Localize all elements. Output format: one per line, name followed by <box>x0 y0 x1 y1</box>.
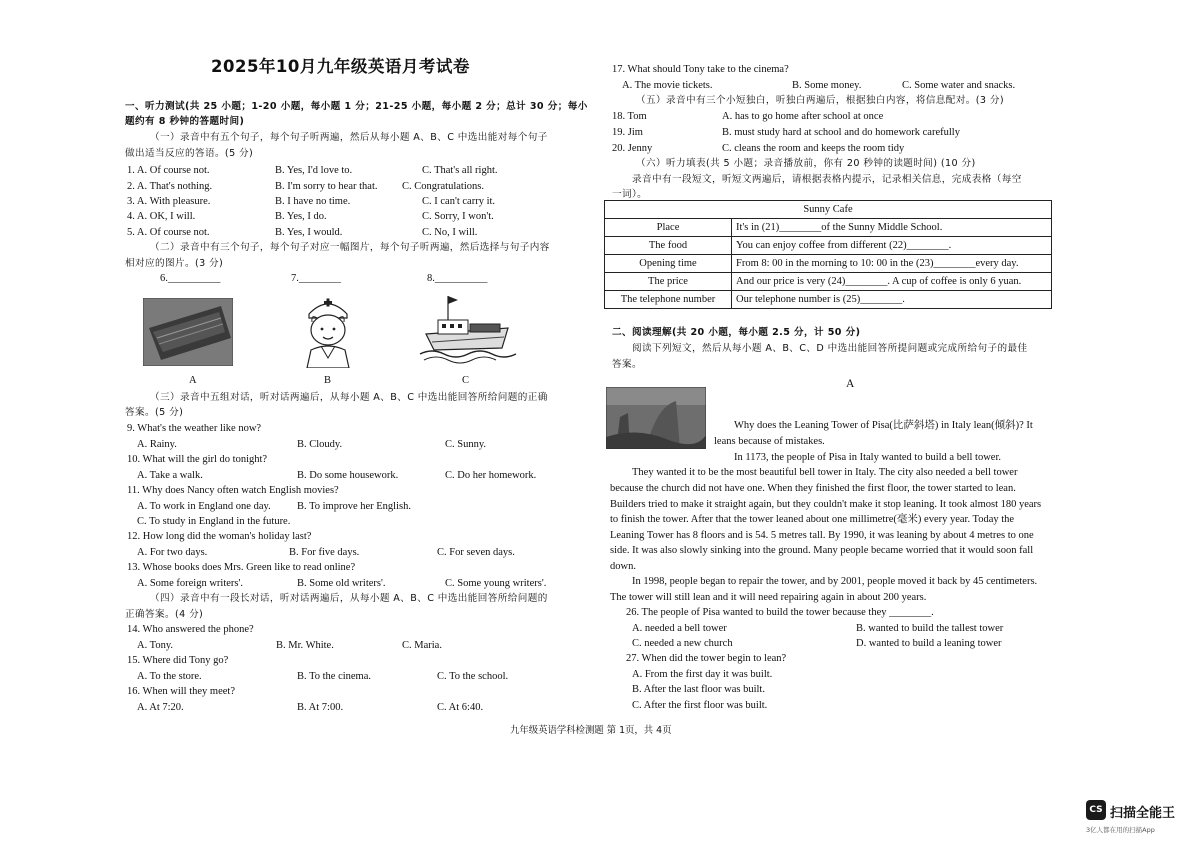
question-7-blank[interactable]: 7.________ <box>291 273 341 284</box>
table-row <box>605 219 1052 237</box>
part6-instruction: （六）听力填表(共 5 小题；录音播放前，你有 20 秒钟的读题时间) (10 分) <box>636 158 976 169</box>
option-b: B. Yes, I would. <box>275 227 343 238</box>
passage-line: because the church did not have one. When they finished the first floor, the tower started to lean. <box>610 483 1016 494</box>
table-row <box>605 255 1052 273</box>
question-26: 26. The people of Pisa wanted to build the tower because they ________. <box>626 607 934 618</box>
part2-instruction-cont: 相对应的图片。(3 分) <box>125 258 224 269</box>
option-a: A. For two days. <box>137 547 208 558</box>
table-row <box>605 237 1052 255</box>
passage-line: side. It was also slowly sinking into the ground. Many people became worried that it would soon fall <box>610 545 1034 556</box>
page-footer: 九年级英语学科检测题 第 1页，共 4页 <box>510 725 672 736</box>
part6-detail-cont: 一词）。 <box>612 189 648 200</box>
question-13: 13. Whose books does Mrs. Green like to read online? <box>127 562 356 573</box>
passage-line: They wanted it to be the most beautiful bell tower in Italy. The city also needed a bell tower <box>632 467 1018 478</box>
row-value[interactable]: It's in (21)________of the Sunny Middle School. <box>732 219 1052 237</box>
option-a: A. Tony. <box>137 640 174 651</box>
passage-line: Leaning Tower has 8 floors and is 54. 5 metres tall. By 1990, it was leaning by about 4 metres to one <box>610 530 1034 541</box>
passage-line: In 1173, the people of Pisa in Italy wanted to build a bell tower. <box>734 452 1002 463</box>
option-b: B. Yes, I'd love to. <box>275 165 353 176</box>
passage-line: Builders tried to make it straight again, but they couldn't make it stop leaning. It took almost 180 years <box>610 499 1042 510</box>
passage-line: down. <box>610 561 636 572</box>
option-a: A. Some foreign writers'. <box>137 578 243 589</box>
question-12: 12. How long did the woman's holiday last? <box>127 531 312 542</box>
question-6-blank[interactable]: 6.__________ <box>160 273 221 284</box>
section1-header-cont: 题约有 8 秒钟的答题时间) <box>125 116 245 127</box>
option-c: C. To the school. <box>437 671 509 682</box>
question-14: 14. Who answered the phone? <box>127 624 254 635</box>
passage-label: A <box>846 378 855 390</box>
part5-instruction: （五）录音中有三个小短独白，听独白两遍后，根据独白内容，将信息配对。(3 分) <box>636 95 1005 106</box>
passage-line: leans because of mistakes. <box>714 436 825 447</box>
picture-b-doctor <box>297 292 359 368</box>
row-label: Place <box>605 219 732 237</box>
picture-c-ship <box>418 290 518 366</box>
question-17: 17. What should Tony take to the cinema? <box>612 64 789 75</box>
option-c: C. needed a new church <box>632 638 733 649</box>
option-b: B. Some old writers'. <box>297 578 386 589</box>
table-row <box>605 291 1052 309</box>
row-value[interactable]: You can enjoy coffee from different (22)________. <box>732 237 1052 255</box>
row-label: The food <box>605 237 732 255</box>
picture-label-c: C <box>462 375 470 386</box>
option-a: A. To the store. <box>137 671 202 682</box>
option-a: 4. A. OK, I will. <box>127 211 196 222</box>
option-b: B. Some money. <box>792 80 862 91</box>
option-c: C. Sorry, I won't. <box>422 211 494 222</box>
match-18-name: 18. Tom <box>612 111 647 122</box>
row-value[interactable]: From 8: 00 in the morning to 10: 00 in the (23)________every day. <box>732 255 1052 273</box>
option-b: B. wanted to build the tallest tower <box>856 623 1004 634</box>
option-a: A. To work in England one day. <box>137 501 271 512</box>
option-b: B. To improve her English. <box>297 501 411 512</box>
option-d: D. wanted to build a leaning tower <box>856 638 1002 649</box>
option-b: B. Do some housework. <box>297 470 399 481</box>
part2-instruction: （二）录音中有三个句子，每个句子对应一幅图片，每个句子听两遍，然后选择与句子内容 <box>150 242 550 253</box>
option-a: 1. A. Of course not. <box>127 165 210 176</box>
table-row <box>605 273 1052 291</box>
question-15: 15. Where did Tony go? <box>127 655 229 666</box>
row-label: Opening time <box>605 255 732 273</box>
option-c: C. Do her homework. <box>445 470 537 481</box>
table-title: Sunny Cafe <box>605 201 1052 219</box>
question-27: 27. When did the tower begin to lean? <box>626 653 787 664</box>
option-a: 2. A. That's nothing. <box>127 181 213 192</box>
option-c: C. At 6:40. <box>437 702 484 713</box>
cs-brand: 扫描全能王 <box>1110 806 1176 821</box>
page-title: 2025年10月九年级英语月考试卷 <box>211 57 470 76</box>
option-b: B. After the last floor was built. <box>632 684 765 695</box>
option-c: C. Congratulations. <box>402 181 484 192</box>
match-20-name: 20. Jenny <box>612 143 653 154</box>
part1-instruction: （一）录音中有五个句子，每个句子听两遍，然后从每小题 A、B、C 中选出能对每个句子 <box>150 132 548 143</box>
question-16: 16. When will they meet? <box>127 686 235 697</box>
match-option-b: B. must study hard at school and do homework carefully <box>722 127 960 138</box>
row-value[interactable]: And our price is very (24)________. A cup of coffee is only 6 yuan. <box>732 273 1052 291</box>
option-b: B. Yes, I do. <box>275 211 327 222</box>
option-a: 5. A. Of course not. <box>127 227 210 238</box>
passage-line: In 1998, people began to repair the tower, and by 2001, people moved it back by 45 centimeters. <box>632 576 1038 587</box>
option-b: B. Mr. White. <box>276 640 334 651</box>
picture-label-b: B <box>324 375 332 386</box>
tower-photo <box>606 387 706 449</box>
option-c: C. I can't carry it. <box>422 196 496 207</box>
option-c: C. Some young writers'. <box>445 578 547 589</box>
section2-instruction: 阅读下列短文，然后从每小题 A、B、C、D 中选出能回答所提问题或完成所给句子的最佳 <box>632 343 1028 354</box>
section1-header: 一、听力测试(共 25 小题；1-20 小题，每小题 1 分；21-25 小题，每小题 2 分；总计 30 分；每小 <box>125 101 588 112</box>
option-a: A. The movie tickets. <box>622 80 713 91</box>
part3-instruction-cont: 答案。(5 分) <box>125 407 184 418</box>
table-title-row <box>605 201 1052 219</box>
row-label: The price <box>605 273 732 291</box>
option-a: A. Rainy. <box>137 439 177 450</box>
question-10: 10. What will the girl do tonight? <box>127 454 268 465</box>
option-a: 3. A. With pleasure. <box>127 196 211 207</box>
part4-instruction-cont: 正确答案。(4 分) <box>125 609 204 620</box>
option-a: A. From the first day it was built. <box>632 669 773 680</box>
option-a: A. needed a bell tower <box>632 623 727 634</box>
option-b: B. To the cinema. <box>297 671 372 682</box>
option-c: C. No, I will. <box>422 227 478 238</box>
row-value[interactable]: Our telephone number is (25)________. <box>732 291 1052 309</box>
cs-tagline: 3亿人都在用的扫描App <box>1086 826 1155 834</box>
passage-line: The tower will still lean and it will need repairing again in about 200 years. <box>610 592 927 603</box>
part6-detail: 录音中有一段短文，听短文两遍后，请根据表格内提示，记录相关信息，完成表格（每空 <box>632 174 1022 185</box>
passage-line: to finish the tower. After that the tower leaned about one millimetre(毫米) every year. Today the <box>610 514 1015 525</box>
picture-label-a: A <box>189 375 197 386</box>
option-c: C. To study in England in the future. <box>137 516 291 527</box>
option-a: A. Take a walk. <box>137 470 203 481</box>
match-19-name: 19. Jim <box>612 127 643 138</box>
picture-a-book <box>143 298 233 366</box>
passage-line: Why does the Leaning Tower of Pisa(比萨斜塔) in Italy lean(倾斜)? It <box>734 420 1033 431</box>
question-9: 9. What's the weather like now? <box>127 423 262 434</box>
row-label: The telephone number <box>605 291 732 309</box>
sunny-cafe-table <box>604 200 1052 309</box>
option-b: B. I'm sorry to hear that. <box>275 181 378 192</box>
match-option-c: C. cleans the room and keeps the room tidy <box>722 143 905 154</box>
option-b: B. I have no time. <box>275 196 351 207</box>
question-8-blank[interactable]: 8.__________ <box>427 273 488 284</box>
option-b: B. At 7:00. <box>297 702 344 713</box>
option-c: C. Sunny. <box>445 439 487 450</box>
option-c: C. Some water and snacks. <box>902 80 1016 91</box>
section2-instruction-cont: 答案。 <box>612 359 642 370</box>
option-b: B. Cloudy. <box>297 439 343 450</box>
option-c: C. That's all right. <box>422 165 498 176</box>
option-c: C. For seven days. <box>437 547 515 558</box>
part4-instruction: （四）录音中有一段长对话，听对话两遍后，从每小题 A、B、C 中选出能回答所给问题的 <box>150 593 548 604</box>
section2-header: 二、阅读理解(共 20 小题，每小题 2.5 分，计 50 分) <box>612 327 861 338</box>
cs-logo-icon: CS <box>1086 800 1106 820</box>
camscanner-watermark <box>1086 800 1200 848</box>
part3-instruction: （三）录音中五组对话，听对话两遍后，从每小题 A、B、C 中选出能回答所给问题的正确 <box>150 392 548 403</box>
option-a: A. At 7:20. <box>137 702 184 713</box>
option-c: C. After the first floor was built. <box>632 700 768 711</box>
option-b: B. For five days. <box>289 547 360 558</box>
question-11: 11. Why does Nancy often watch English movies? <box>127 485 339 496</box>
option-c: C. Maria. <box>402 640 442 651</box>
part1-instruction-cont: 做出适当反应的答语。(5 分) <box>125 148 254 159</box>
match-option-a: A. has to go home after school at once <box>722 111 884 122</box>
